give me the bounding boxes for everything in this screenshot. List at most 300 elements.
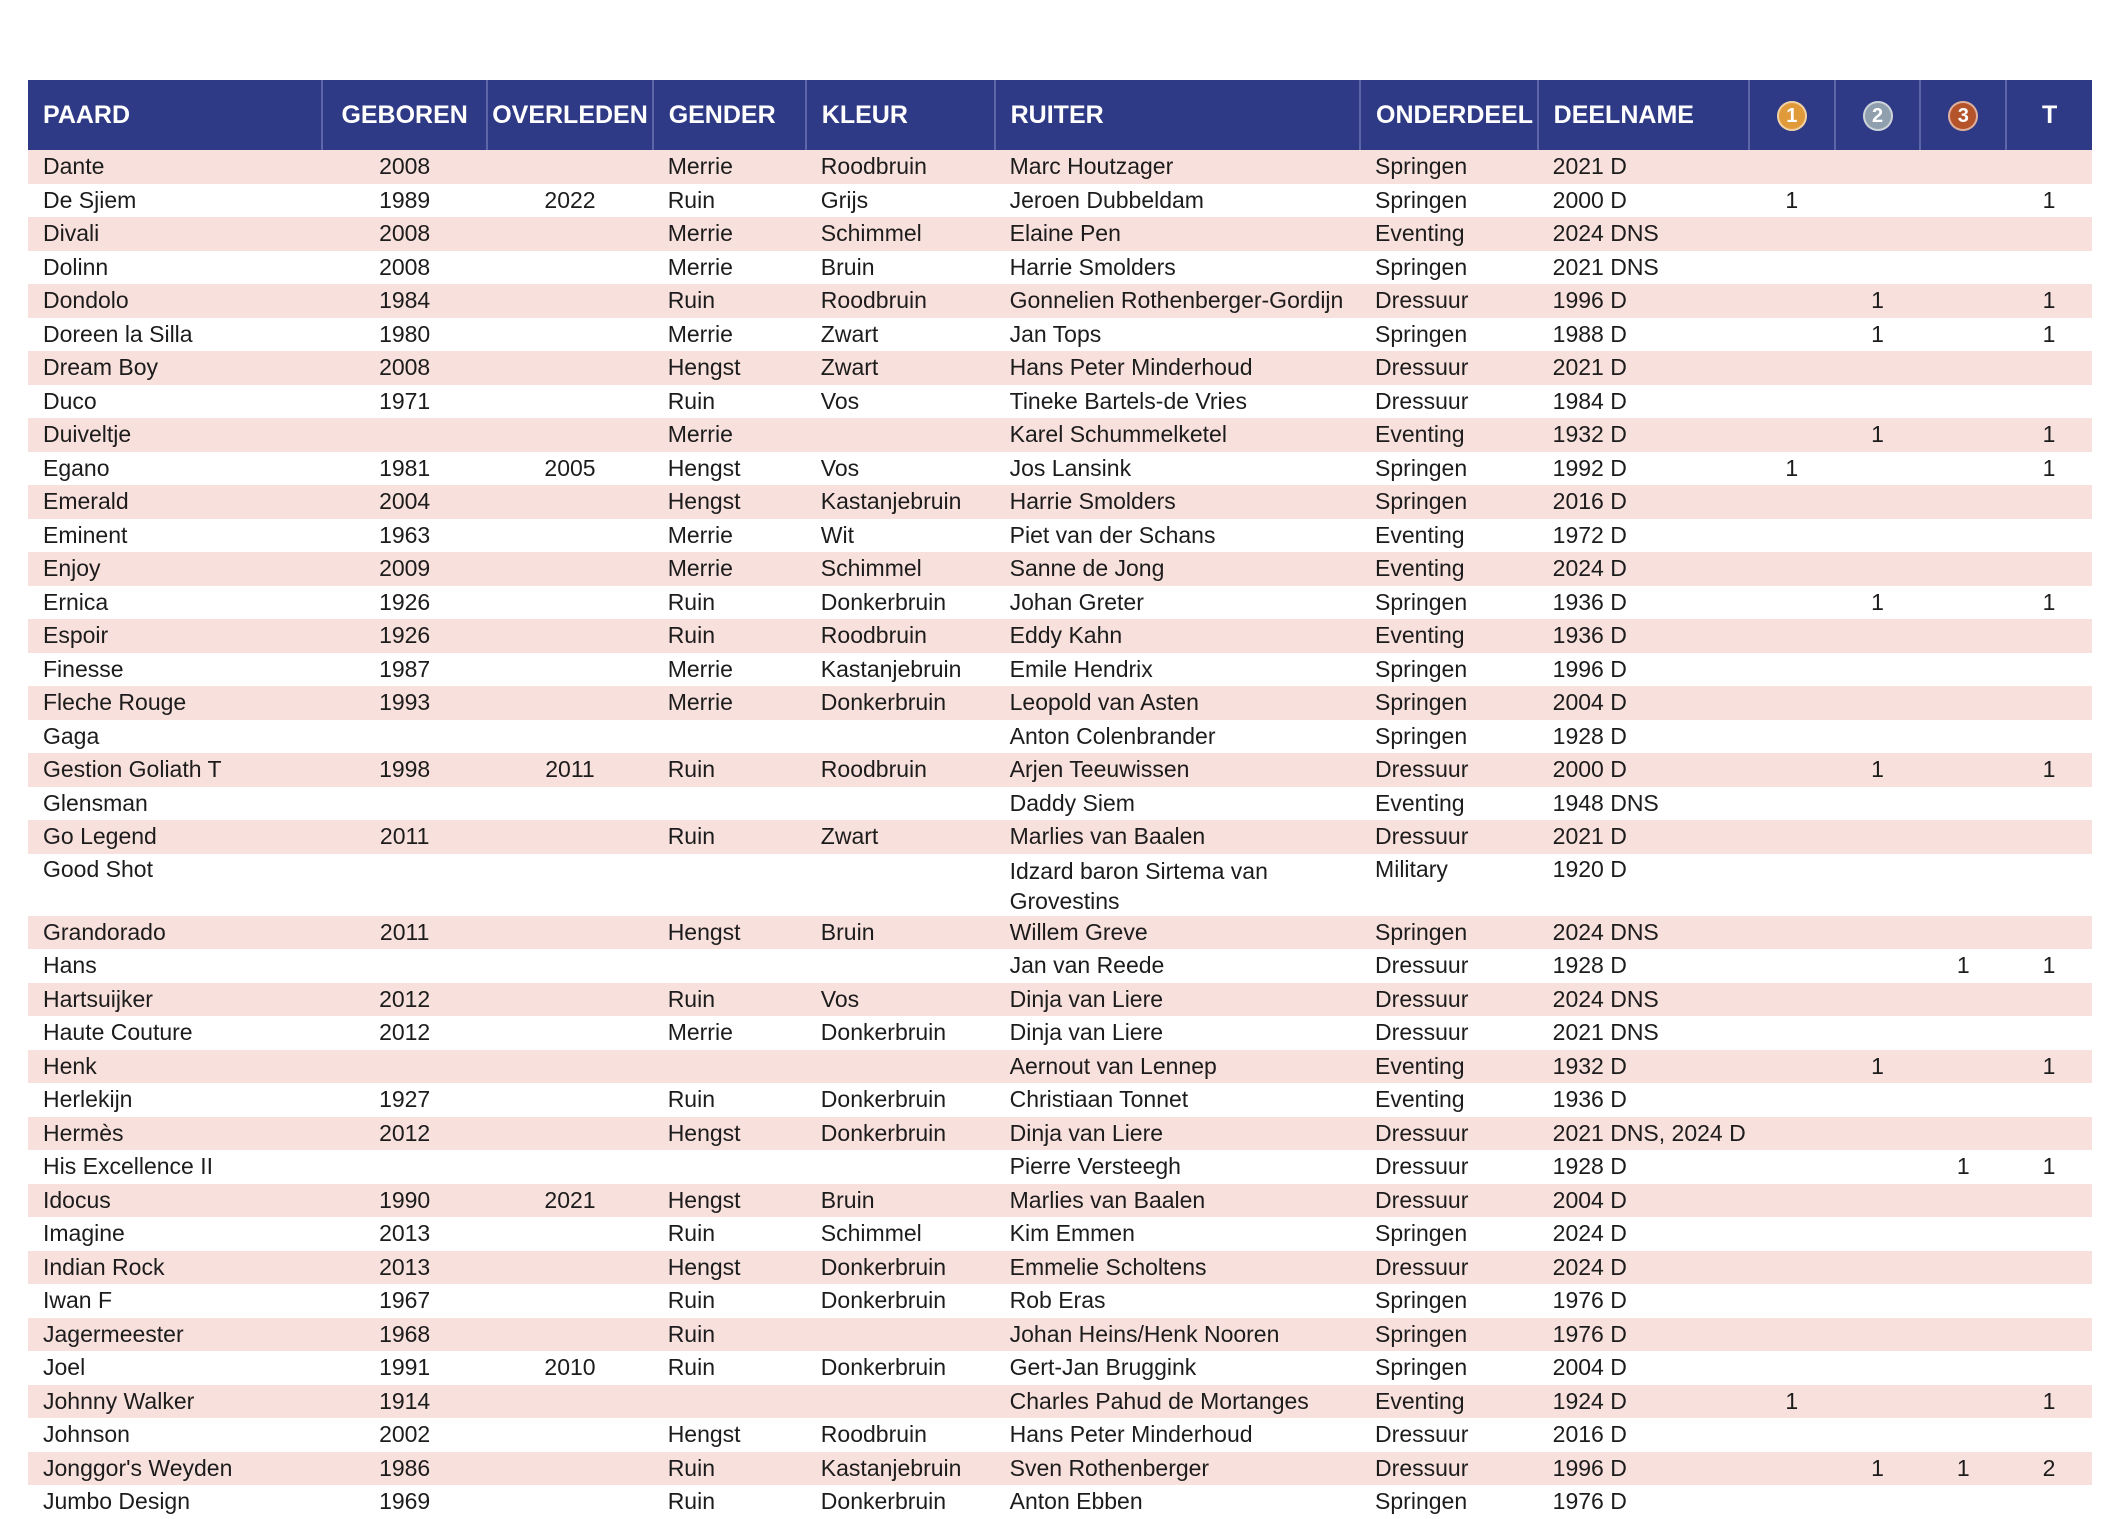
cell-gender: Ruin	[653, 284, 806, 318]
cell-totaal: 1	[2006, 184, 2092, 218]
cell-paard: Hartsuijker	[28, 983, 322, 1017]
cell-gold	[1749, 552, 1835, 586]
cell-geboren: 2012	[322, 1117, 487, 1151]
cell-gender	[653, 1150, 806, 1184]
cell-silver	[1835, 1217, 1921, 1251]
cell-paard: Glensman	[28, 787, 322, 821]
cell-paard: Ernica	[28, 586, 322, 620]
cell-deelname: 2024 D	[1538, 1217, 1749, 1251]
cell-onderdeel: Dressuur	[1360, 1184, 1538, 1218]
cell-gender: Merrie	[653, 653, 806, 687]
cell-silver: 1	[1835, 586, 1921, 620]
cell-totaal: 1	[2006, 949, 2092, 983]
cell-totaal	[2006, 1318, 2092, 1352]
cell-paard: Doreen la Silla	[28, 318, 322, 352]
cell-bronze	[1920, 753, 2006, 787]
cell-onderdeel: Springen	[1360, 485, 1538, 519]
cell-deelname: 2024 D	[1538, 552, 1749, 586]
cell-overleden	[487, 217, 652, 251]
cell-silver: 1	[1835, 1050, 1921, 1084]
header-overleden: OVERLEDEN	[487, 80, 652, 150]
cell-gender: Ruin	[653, 1083, 806, 1117]
cell-gold	[1749, 351, 1835, 385]
table-row	[28, 552, 2092, 586]
cell-onderdeel: Eventing	[1360, 1385, 1538, 1419]
cell-onderdeel: Eventing	[1360, 519, 1538, 553]
cell-ruiter: Jeroen Dubbeldam	[995, 184, 1360, 218]
cell-overleden	[487, 1016, 652, 1050]
cell-deelname: 1996 D	[1538, 1452, 1749, 1486]
cell-gender: Merrie	[653, 552, 806, 586]
cell-bronze	[1920, 485, 2006, 519]
cell-silver	[1835, 519, 1921, 553]
cell-gold	[1749, 418, 1835, 452]
cell-silver	[1835, 552, 1921, 586]
cell-silver	[1835, 1184, 1921, 1218]
cell-totaal	[2006, 854, 2092, 916]
cell-overleden	[487, 1217, 652, 1251]
cell-overleden	[487, 949, 652, 983]
cell-ruiter: Christiaan Tonnet	[995, 1083, 1360, 1117]
cell-overleden: 2005	[487, 452, 652, 486]
cell-geboren: 1991	[322, 1351, 487, 1385]
table-row	[28, 820, 2092, 854]
cell-gold	[1749, 983, 1835, 1017]
cell-onderdeel: Springen	[1360, 452, 1538, 486]
cell-totaal	[2006, 519, 2092, 553]
cell-totaal	[2006, 1284, 2092, 1318]
cell-bronze: 1	[1920, 949, 2006, 983]
cell-bronze	[1920, 619, 2006, 653]
cell-ruiter: Dinja van Liere	[995, 983, 1360, 1017]
cell-silver	[1835, 452, 1921, 486]
cell-kleur: Schimmel	[806, 1217, 995, 1251]
cell-gold	[1749, 1418, 1835, 1452]
cell-gender: Hengst	[653, 1184, 806, 1218]
cell-totaal: 2	[2006, 1452, 2092, 1486]
cell-deelname: 2024 DNS	[1538, 983, 1749, 1017]
cell-paard: Jagermeester	[28, 1318, 322, 1352]
cell-ruiter: Arjen Teeuwissen	[995, 753, 1360, 787]
table-row	[28, 949, 2092, 983]
header-row	[28, 80, 2092, 150]
cell-deelname: 2024 DNS	[1538, 217, 1749, 251]
cell-kleur	[806, 1318, 995, 1352]
cell-onderdeel: Springen	[1360, 1318, 1538, 1352]
cell-totaal	[2006, 619, 2092, 653]
cell-silver	[1835, 1284, 1921, 1318]
cell-deelname: 2004 D	[1538, 686, 1749, 720]
cell-ruiter: Anton Ebben	[995, 1485, 1360, 1519]
cell-silver	[1835, 983, 1921, 1017]
table-row	[28, 452, 2092, 486]
cell-deelname: 1984 D	[1538, 385, 1749, 419]
cell-deelname: 1928 D	[1538, 720, 1749, 754]
table-row	[28, 686, 2092, 720]
cell-silver	[1835, 653, 1921, 687]
cell-ruiter: Piet van der Schans	[995, 519, 1360, 553]
cell-paard: Jonggor's Weyden	[28, 1452, 322, 1486]
cell-deelname: 2024 D	[1538, 1251, 1749, 1285]
cell-kleur: Kastanjebruin	[806, 485, 995, 519]
cell-paard: Go Legend	[28, 820, 322, 854]
cell-silver	[1835, 1485, 1921, 1519]
header-ruiter: RUITER	[995, 80, 1360, 150]
cell-kleur: Vos	[806, 983, 995, 1017]
cell-gold	[1749, 916, 1835, 950]
cell-silver	[1835, 1150, 1921, 1184]
table-row	[28, 1351, 2092, 1385]
cell-ruiter: Hans Peter Minderhoud	[995, 351, 1360, 385]
cell-geboren: 1963	[322, 519, 487, 553]
cell-bronze	[1920, 1184, 2006, 1218]
table-row	[28, 217, 2092, 251]
cell-bronze	[1920, 1117, 2006, 1151]
cell-silver	[1835, 1318, 1921, 1352]
cell-geboren: 2012	[322, 983, 487, 1017]
cell-geboren: 2009	[322, 552, 487, 586]
cell-gender: Hengst	[653, 485, 806, 519]
cell-totaal: 1	[2006, 452, 2092, 486]
cell-paard: Gestion Goliath T	[28, 753, 322, 787]
cell-overleden	[487, 1485, 652, 1519]
cell-overleden	[487, 519, 652, 553]
cell-overleden	[487, 1150, 652, 1184]
cell-totaal	[2006, 720, 2092, 754]
cell-ruiter: Anton Colenbrander	[995, 720, 1360, 754]
cell-kleur	[806, 1385, 995, 1419]
cell-overleden	[487, 1050, 652, 1084]
cell-gender: Ruin	[653, 1318, 806, 1352]
cell-gender: Ruin	[653, 619, 806, 653]
cell-paard: Idocus	[28, 1184, 322, 1218]
cell-deelname: 2024 DNS	[1538, 916, 1749, 950]
cell-deelname: 1928 D	[1538, 949, 1749, 983]
cell-kleur: Wit	[806, 519, 995, 553]
cell-gender: Ruin	[653, 1284, 806, 1318]
cell-paard: Good Shot	[28, 854, 322, 916]
header-deelname: DEELNAME	[1538, 80, 1749, 150]
cell-gender	[653, 949, 806, 983]
cell-geboren: 1986	[322, 1452, 487, 1486]
cell-gender: Merrie	[653, 519, 806, 553]
header-geboren: GEBOREN	[322, 80, 487, 150]
table-body	[28, 150, 2092, 1519]
table-row	[28, 1217, 2092, 1251]
cell-ruiter: Jan van Reede	[995, 949, 1360, 983]
cell-totaal	[2006, 820, 2092, 854]
cell-paard: Johnny Walker	[28, 1385, 322, 1419]
cell-totaal	[2006, 1418, 2092, 1452]
cell-paard: De Sjiem	[28, 184, 322, 218]
cell-gold	[1749, 854, 1835, 916]
cell-ruiter: Eddy Kahn	[995, 619, 1360, 653]
cell-onderdeel: Springen	[1360, 653, 1538, 687]
cell-deelname: 1936 D	[1538, 1083, 1749, 1117]
cell-bronze	[1920, 1418, 2006, 1452]
cell-gender: Ruin	[653, 1351, 806, 1385]
cell-kleur	[806, 1150, 995, 1184]
table-row	[28, 1318, 2092, 1352]
cell-geboren: 1967	[322, 1284, 487, 1318]
cell-kleur: Vos	[806, 452, 995, 486]
cell-ruiter: Kim Emmen	[995, 1217, 1360, 1251]
cell-bronze	[1920, 1016, 2006, 1050]
cell-totaal	[2006, 983, 2092, 1017]
cell-silver	[1835, 351, 1921, 385]
cell-ruiter: Emmelie Scholtens	[995, 1251, 1360, 1285]
cell-geboren: 1969	[322, 1485, 487, 1519]
cell-deelname: 1972 D	[1538, 519, 1749, 553]
cell-totaal	[2006, 217, 2092, 251]
cell-overleden	[487, 1385, 652, 1419]
cell-ruiter: Sven Rothenberger	[995, 1452, 1360, 1486]
cell-kleur: Grijs	[806, 184, 995, 218]
cell-deelname: 2021 DNS	[1538, 1016, 1749, 1050]
cell-gender: Ruin	[653, 586, 806, 620]
header-kleur: KLEUR	[806, 80, 995, 150]
cell-ruiter: Harrie Smolders	[995, 485, 1360, 519]
cell-deelname: 1932 D	[1538, 1050, 1749, 1084]
table-row	[28, 854, 2092, 916]
cell-onderdeel: Dressuur	[1360, 820, 1538, 854]
cell-gold	[1749, 753, 1835, 787]
header-onderdeel: ONDERDEEL	[1360, 80, 1538, 150]
cell-totaal: 1	[2006, 318, 2092, 352]
cell-deelname: 2004 D	[1538, 1351, 1749, 1385]
cell-bronze	[1920, 351, 2006, 385]
cell-ruiter: Jan Tops	[995, 318, 1360, 352]
cell-silver	[1835, 1418, 1921, 1452]
cell-bronze	[1920, 1351, 2006, 1385]
cell-kleur: Roodbruin	[806, 753, 995, 787]
cell-totaal	[2006, 251, 2092, 285]
cell-ruiter: Gert-Jan Bruggink	[995, 1351, 1360, 1385]
cell-kleur: Donkerbruin	[806, 1083, 995, 1117]
cell-bronze	[1920, 720, 2006, 754]
cell-gold	[1749, 949, 1835, 983]
cell-bronze	[1920, 318, 2006, 352]
cell-bronze	[1920, 820, 2006, 854]
cell-bronze	[1920, 385, 2006, 419]
cell-totaal	[2006, 686, 2092, 720]
cell-overleden	[487, 251, 652, 285]
cell-deelname: 2021 DNS, 2024 D	[1538, 1117, 1749, 1151]
table-row	[28, 916, 2092, 950]
cell-paard: Herlekijn	[28, 1083, 322, 1117]
cell-bronze	[1920, 653, 2006, 687]
table-row	[28, 1150, 2092, 1184]
cell-geboren: 1998	[322, 753, 487, 787]
cell-ruiter: Johan Heins/Henk Nooren	[995, 1318, 1360, 1352]
cell-kleur: Kastanjebruin	[806, 653, 995, 687]
table-row	[28, 485, 2092, 519]
cell-onderdeel: Springen	[1360, 150, 1538, 184]
cell-kleur: Donkerbruin	[806, 1117, 995, 1151]
cell-kleur: Zwart	[806, 318, 995, 352]
table-row	[28, 1485, 2092, 1519]
cell-bronze	[1920, 1050, 2006, 1084]
cell-deelname: 1988 D	[1538, 318, 1749, 352]
cell-ruiter: Willem Greve	[995, 916, 1360, 950]
cell-gender: Hengst	[653, 351, 806, 385]
cell-totaal	[2006, 1251, 2092, 1285]
cell-bronze	[1920, 552, 2006, 586]
cell-onderdeel: Springen	[1360, 586, 1538, 620]
cell-gender: Hengst	[653, 1117, 806, 1151]
cell-geboren: 1989	[322, 184, 487, 218]
cell-kleur: Zwart	[806, 820, 995, 854]
cell-bronze	[1920, 1385, 2006, 1419]
cell-geboren: 2004	[322, 485, 487, 519]
cell-deelname: 2016 D	[1538, 485, 1749, 519]
cell-geboren: 2008	[322, 217, 487, 251]
cell-totaal	[2006, 1016, 2092, 1050]
cell-gender: Merrie	[653, 217, 806, 251]
cell-bronze	[1920, 284, 2006, 318]
cell-gold	[1749, 318, 1835, 352]
cell-onderdeel: Springen	[1360, 251, 1538, 285]
cell-kleur: Schimmel	[806, 217, 995, 251]
cell-deelname: 1976 D	[1538, 1485, 1749, 1519]
cell-gold	[1749, 1217, 1835, 1251]
cell-overleden	[487, 1284, 652, 1318]
cell-bronze	[1920, 251, 2006, 285]
cell-gold	[1749, 1318, 1835, 1352]
cell-bronze	[1920, 1284, 2006, 1318]
table-row	[28, 184, 2092, 218]
cell-gold	[1749, 1251, 1835, 1285]
cell-bronze	[1920, 418, 2006, 452]
cell-kleur	[806, 854, 995, 916]
cell-paard: Hermès	[28, 1117, 322, 1151]
cell-bronze	[1920, 983, 2006, 1017]
cell-gold	[1749, 519, 1835, 553]
cell-onderdeel: Springen	[1360, 686, 1538, 720]
cell-kleur	[806, 787, 995, 821]
cell-gender: Hengst	[653, 1418, 806, 1452]
cell-silver	[1835, 820, 1921, 854]
cell-ruiter: Harrie Smolders	[995, 251, 1360, 285]
cell-overleden	[487, 1452, 652, 1486]
table-row	[28, 983, 2092, 1017]
cell-onderdeel: Dressuur	[1360, 1452, 1538, 1486]
cell-gender: Merrie	[653, 1016, 806, 1050]
cell-ruiter: Johan Greter	[995, 586, 1360, 620]
table-row	[28, 1284, 2092, 1318]
cell-onderdeel: Springen	[1360, 1217, 1538, 1251]
cell-overleden	[487, 1083, 652, 1117]
cell-paard: Gaga	[28, 720, 322, 754]
table-row	[28, 318, 2092, 352]
cell-gender: Ruin	[653, 184, 806, 218]
cell-gender	[653, 787, 806, 821]
header-totaal: T	[2006, 80, 2092, 150]
cell-overleden	[487, 1318, 652, 1352]
cell-kleur: Donkerbruin	[806, 1485, 995, 1519]
cell-onderdeel: Springen	[1360, 720, 1538, 754]
cell-totaal	[2006, 385, 2092, 419]
table-row	[28, 1050, 2092, 1084]
cell-ruiter: Rob Eras	[995, 1284, 1360, 1318]
cell-geboren: 2012	[322, 1016, 487, 1050]
cell-paard: Iwan F	[28, 1284, 322, 1318]
cell-gender: Hengst	[653, 452, 806, 486]
cell-ruiter: Gonnelien Rothenberger-Gordijn	[995, 284, 1360, 318]
cell-ruiter: Charles Pahud de Mortanges	[995, 1385, 1360, 1419]
cell-overleden	[487, 619, 652, 653]
table-row	[28, 284, 2092, 318]
cell-onderdeel: Eventing	[1360, 217, 1538, 251]
cell-deelname: 1924 D	[1538, 1385, 1749, 1419]
cell-paard: Dream Boy	[28, 351, 322, 385]
cell-bronze	[1920, 1083, 2006, 1117]
cell-gold	[1749, 787, 1835, 821]
cell-deelname: 1996 D	[1538, 653, 1749, 687]
table-row	[28, 385, 2092, 419]
cell-ruiter: Karel Schummelketel	[995, 418, 1360, 452]
cell-deelname: 1996 D	[1538, 284, 1749, 318]
cell-silver	[1835, 949, 1921, 983]
cell-onderdeel: Dressuur	[1360, 284, 1538, 318]
header-gold-medal	[1749, 80, 1835, 150]
cell-overleden	[487, 653, 652, 687]
cell-silver	[1835, 485, 1921, 519]
cell-geboren: 2011	[322, 820, 487, 854]
cell-deelname: 2016 D	[1538, 1418, 1749, 1452]
cell-gender: Hengst	[653, 916, 806, 950]
cell-silver	[1835, 217, 1921, 251]
cell-gender	[653, 1385, 806, 1419]
cell-ruiter: Jos Lansink	[995, 452, 1360, 486]
cell-kleur: Roodbruin	[806, 150, 995, 184]
cell-ruiter: Aernout van Lennep	[995, 1050, 1360, 1084]
cell-totaal: 1	[2006, 284, 2092, 318]
cell-onderdeel: Eventing	[1360, 1083, 1538, 1117]
cell-overleden	[487, 1418, 652, 1452]
cell-onderdeel: Eventing	[1360, 1050, 1538, 1084]
cell-totaal	[2006, 1184, 2092, 1218]
cell-kleur: Schimmel	[806, 552, 995, 586]
cell-bronze	[1920, 1251, 2006, 1285]
cell-overleden	[487, 1251, 652, 1285]
cell-paard: Fleche Rouge	[28, 686, 322, 720]
cell-geboren: 1990	[322, 1184, 487, 1218]
cell-paard: Joel	[28, 1351, 322, 1385]
cell-gold	[1749, 1184, 1835, 1218]
cell-totaal	[2006, 1351, 2092, 1385]
cell-ruiter: Idzard baron Sirtema van Grovestins	[995, 854, 1360, 916]
cell-gender: Ruin	[653, 983, 806, 1017]
cell-gold	[1749, 150, 1835, 184]
cell-gender: Ruin	[653, 1217, 806, 1251]
cell-kleur: Kastanjebruin	[806, 1452, 995, 1486]
cell-bronze	[1920, 184, 2006, 218]
cell-onderdeel: Eventing	[1360, 619, 1538, 653]
cell-gold: 1	[1749, 184, 1835, 218]
cell-geboren: 1914	[322, 1385, 487, 1419]
cell-onderdeel: Springen	[1360, 1485, 1538, 1519]
cell-kleur: Bruin	[806, 916, 995, 950]
cell-geboren: 1993	[322, 686, 487, 720]
cell-kleur: Donkerbruin	[806, 586, 995, 620]
cell-overleden: 2022	[487, 184, 652, 218]
cell-overleden	[487, 351, 652, 385]
cell-overleden	[487, 686, 652, 720]
cell-totaal	[2006, 1117, 2092, 1151]
cell-kleur: Bruin	[806, 251, 995, 285]
cell-bronze	[1920, 452, 2006, 486]
